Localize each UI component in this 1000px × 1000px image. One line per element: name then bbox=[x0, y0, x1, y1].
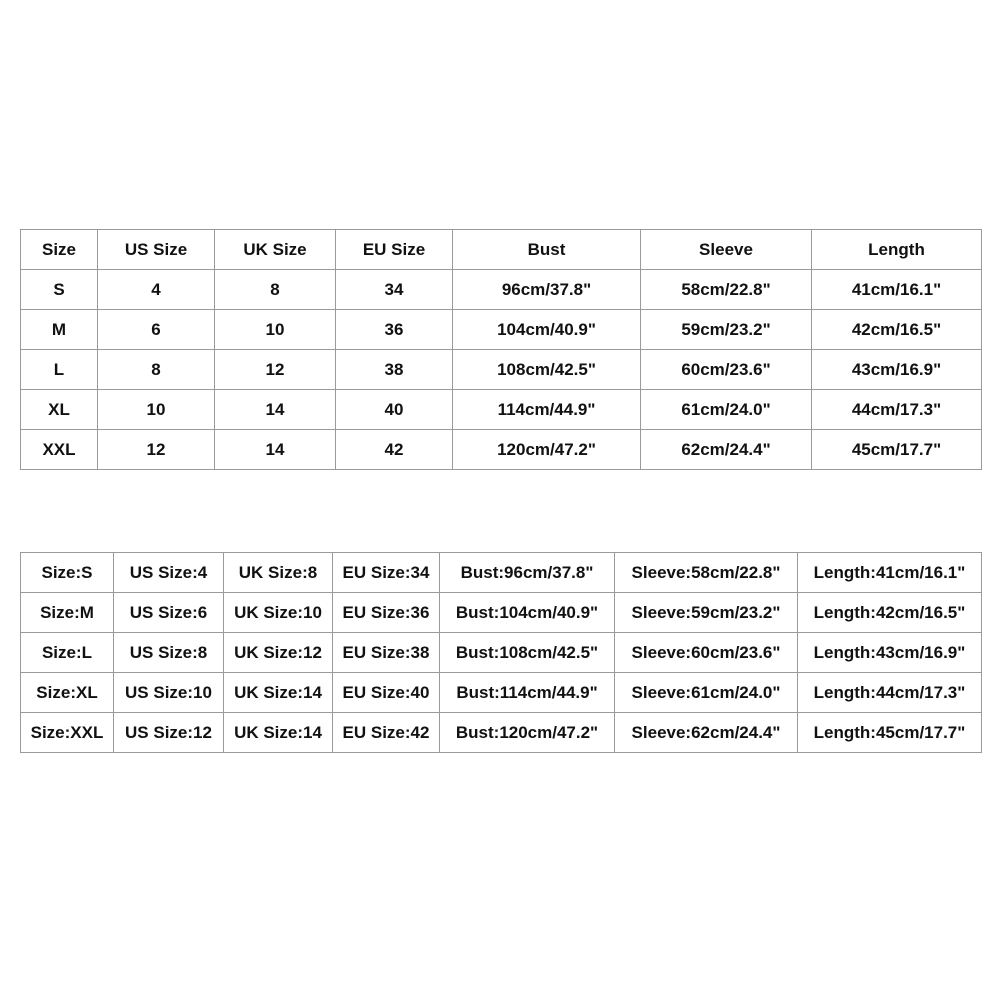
table-row bbox=[21, 593, 982, 633]
table-cell: L bbox=[21, 350, 98, 390]
table-cell: 42 bbox=[336, 430, 453, 470]
table-cell: 61cm/24.0" bbox=[641, 390, 812, 430]
table-cell: Sleeve:62cm/24.4" bbox=[615, 713, 798, 753]
table-row bbox=[21, 633, 982, 673]
table-cell: 96cm/37.8" bbox=[453, 270, 641, 310]
table-cell: Bust:114cm/44.9" bbox=[440, 673, 615, 713]
table-cell: Bust:120cm/47.2" bbox=[440, 713, 615, 753]
table-row bbox=[21, 350, 982, 390]
table-cell: Length:43cm/16.9" bbox=[798, 633, 982, 673]
table-cell: 12 bbox=[215, 350, 336, 390]
table-cell: 10 bbox=[215, 310, 336, 350]
table-row bbox=[21, 713, 982, 753]
table-cell: Sleeve:60cm/23.6" bbox=[615, 633, 798, 673]
table-cell: XXL bbox=[21, 430, 98, 470]
table-cell: 14 bbox=[215, 390, 336, 430]
size-chart-table bbox=[20, 229, 982, 470]
table-cell: 44cm/17.3" bbox=[812, 390, 982, 430]
table-cell: 14 bbox=[215, 430, 336, 470]
table-cell: 6 bbox=[98, 310, 215, 350]
table-cell: Bust:108cm/42.5" bbox=[440, 633, 615, 673]
table-cell: EU Size:34 bbox=[333, 553, 440, 593]
header-cell-bust: Bust bbox=[453, 230, 641, 270]
header-cell-length: Length bbox=[812, 230, 982, 270]
table-cell: M bbox=[21, 310, 98, 350]
table-cell: 8 bbox=[98, 350, 215, 390]
table-cell: Length:45cm/17.7" bbox=[798, 713, 982, 753]
table-cell: EU Size:38 bbox=[333, 633, 440, 673]
table-cell: UK Size:8 bbox=[224, 553, 333, 593]
table-cell: US Size:8 bbox=[114, 633, 224, 673]
table-cell: EU Size:42 bbox=[333, 713, 440, 753]
table-row bbox=[21, 673, 982, 713]
table-cell: XL bbox=[21, 390, 98, 430]
table-cell: 34 bbox=[336, 270, 453, 310]
table-cell: US Size:12 bbox=[114, 713, 224, 753]
table-cell: 42cm/16.5" bbox=[812, 310, 982, 350]
table-cell: 8 bbox=[215, 270, 336, 310]
table-cell: S bbox=[21, 270, 98, 310]
table-cell: US Size:4 bbox=[114, 553, 224, 593]
table-cell: Size:L bbox=[21, 633, 114, 673]
table-row bbox=[21, 310, 982, 350]
table-cell: 59cm/23.2" bbox=[641, 310, 812, 350]
table-cell: 108cm/42.5" bbox=[453, 350, 641, 390]
table-cell: 36 bbox=[336, 310, 453, 350]
size-chart-inline-table bbox=[20, 552, 982, 753]
table-cell: Length:44cm/17.3" bbox=[798, 673, 982, 713]
table-cell: UK Size:12 bbox=[224, 633, 333, 673]
table-cell: 12 bbox=[98, 430, 215, 470]
table-cell: 120cm/47.2" bbox=[453, 430, 641, 470]
table-cell: US Size:10 bbox=[114, 673, 224, 713]
table-cell: Bust:96cm/37.8" bbox=[440, 553, 615, 593]
table-cell: Sleeve:61cm/24.0" bbox=[615, 673, 798, 713]
table-row bbox=[21, 270, 982, 310]
table-cell: Bust:104cm/40.9" bbox=[440, 593, 615, 633]
table-header-row bbox=[21, 230, 982, 270]
table-cell: 104cm/40.9" bbox=[453, 310, 641, 350]
table-cell: 60cm/23.6" bbox=[641, 350, 812, 390]
table-cell: 40 bbox=[336, 390, 453, 430]
table-cell: 58cm/22.8" bbox=[641, 270, 812, 310]
table-cell: Sleeve:58cm/22.8" bbox=[615, 553, 798, 593]
table-row bbox=[21, 430, 982, 470]
table-cell: Length:42cm/16.5" bbox=[798, 593, 982, 633]
table-cell: Size:M bbox=[21, 593, 114, 633]
table-row bbox=[21, 390, 982, 430]
table-cell: Size:S bbox=[21, 553, 114, 593]
table-cell: UK Size:10 bbox=[224, 593, 333, 633]
table-row bbox=[21, 553, 982, 593]
header-cell-sleeve: Sleeve bbox=[641, 230, 812, 270]
table-cell: 62cm/24.4" bbox=[641, 430, 812, 470]
table-cell: Length:41cm/16.1" bbox=[798, 553, 982, 593]
header-cell-us-size: US Size bbox=[98, 230, 215, 270]
table-cell: 114cm/44.9" bbox=[453, 390, 641, 430]
table-cell: Size:XL bbox=[21, 673, 114, 713]
table-cell: 10 bbox=[98, 390, 215, 430]
header-cell-size: Size bbox=[21, 230, 98, 270]
table-cell: 4 bbox=[98, 270, 215, 310]
header-cell-uk-size: UK Size bbox=[215, 230, 336, 270]
table-cell: US Size:6 bbox=[114, 593, 224, 633]
table-cell: Size:XXL bbox=[21, 713, 114, 753]
table-cell: Sleeve:59cm/23.2" bbox=[615, 593, 798, 633]
table-cell: EU Size:40 bbox=[333, 673, 440, 713]
header-cell-eu-size: EU Size bbox=[336, 230, 453, 270]
table-cell: 43cm/16.9" bbox=[812, 350, 982, 390]
table-cell: 41cm/16.1" bbox=[812, 270, 982, 310]
table-cell: 45cm/17.7" bbox=[812, 430, 982, 470]
table-cell: UK Size:14 bbox=[224, 713, 333, 753]
table-cell: EU Size:36 bbox=[333, 593, 440, 633]
table-cell: 38 bbox=[336, 350, 453, 390]
table-cell: UK Size:14 bbox=[224, 673, 333, 713]
